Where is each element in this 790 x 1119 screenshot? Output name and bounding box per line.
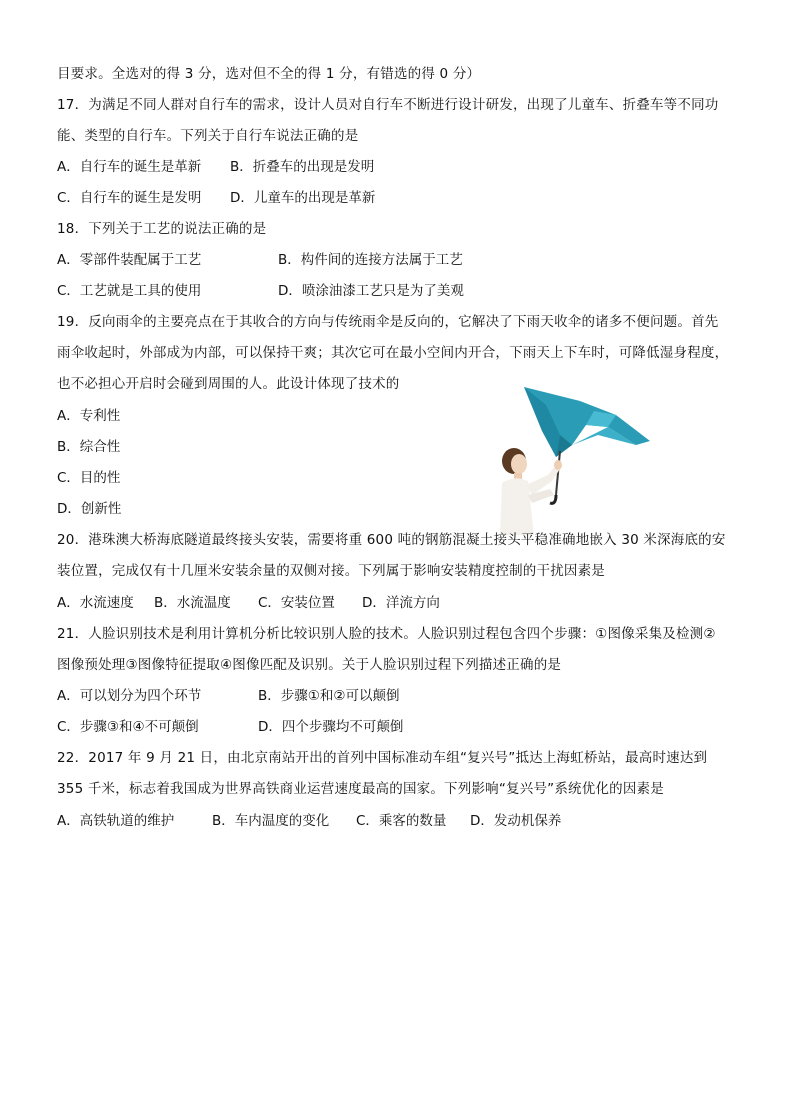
question-22-option-b[interactable]: B．车内温度的变化 bbox=[212, 813, 330, 829]
question-18-option-a[interactable]: A．零部件装配属于工艺 bbox=[57, 252, 202, 268]
question-17-option-a[interactable]: A．自行车的诞生是革新 bbox=[57, 159, 202, 175]
question-22-option-d[interactable]: D．发动机保养 bbox=[470, 813, 562, 829]
question-21-stem-line-2: 图像预处理③图像特征提取④图像匹配及识别。关于人脸识别过程下列描述正确的是 bbox=[57, 657, 562, 673]
question-20-option-c[interactable]: C．安装位置 bbox=[258, 595, 335, 611]
question-19-option-c[interactable]: C．目的性 bbox=[57, 470, 121, 486]
question-19-option-b[interactable]: B．综合性 bbox=[57, 439, 121, 455]
woman-figure bbox=[500, 448, 562, 535]
question-19-stem-line-2: 雨伞收起时，外部成为内部，可以保持干爽；其次它可在最小空间内开合，下雨天上下车时，可降低湿身程度， bbox=[57, 345, 729, 361]
question-17-stem-line-2: 能、类型的自行车。下列关于自行车说法正确的是 bbox=[57, 128, 359, 144]
question-20-stem-line-2: 装位置，完成仅有十几厘米安装余量的双侧对接。下列属于影响安装精度控制的干扰因素是 bbox=[57, 563, 605, 579]
question-17-stem-line-1: 17．为满足不同人群对自行车的需求，设计人员对自行车不断进行设计研发，出现了儿童车、折叠车等不同功 bbox=[57, 97, 719, 113]
question-18-option-d[interactable]: D．喷涂油漆工艺只是为了美观 bbox=[278, 283, 464, 299]
question-17-option-c[interactable]: C．自行车的诞生是发明 bbox=[57, 190, 202, 206]
question-21-stem-line-1: 21．人脸识别技术是利用计算机分析比较识别人脸的技术。人脸识别过程包含四个步骤：①图像采集及检测② bbox=[57, 626, 716, 642]
question-20-stem-line-1: 20．港珠澳大桥海底隧道最终接头安装，需要将重 600 吨的钢筋混凝土接头平稳准确地嵌入 30 米深海底的安 bbox=[57, 532, 726, 548]
intro-text: 目要求。全选对的得 3 分，选对但不全的得 1 分，有错选的得 0 分） bbox=[57, 66, 481, 82]
question-18-option-b[interactable]: B．构件间的连接方法属于工艺 bbox=[278, 252, 463, 268]
question-21-option-c[interactable]: C．步骤③和④不可颠倒 bbox=[57, 719, 199, 735]
question-17-option-b[interactable]: B．折叠车的出现是发明 bbox=[230, 159, 375, 175]
question-20-option-b[interactable]: B．水流温度 bbox=[154, 595, 231, 611]
question-22-stem-line-1: 22．2017 年 9 月 21 日，由北京南站开出的首列中国标准动车组“复兴号”抵达上海虹桥站，最高时速达到 bbox=[57, 750, 708, 766]
question-22-option-c[interactable]: C．乘客的数量 bbox=[356, 813, 447, 829]
question-21-option-a[interactable]: A．可以划分为四个环节 bbox=[57, 688, 202, 704]
question-22-stem-line-2: 355 千米，标志着我国成为世界高铁商业运营速度最高的国家。下列影响“复兴号”系统优化的因素是 bbox=[57, 781, 664, 797]
question-18-option-c[interactable]: C．工艺就是工具的使用 bbox=[57, 283, 202, 299]
umbrella-canopy bbox=[524, 387, 650, 457]
question-19-option-a[interactable]: A．专利性 bbox=[57, 408, 121, 424]
question-20-option-d[interactable]: D．洋流方向 bbox=[362, 595, 440, 611]
question-22-option-a[interactable]: A．高铁轨道的维护 bbox=[57, 813, 175, 829]
question-21-option-d[interactable]: D．四个步骤均不可颠倒 bbox=[258, 719, 404, 735]
question-19-stem-line-3: 也不必担心开启时会碰到周围的人。此设计体现了技术的 bbox=[57, 376, 400, 392]
question-20-option-a[interactable]: A．水流速度 bbox=[57, 595, 134, 611]
umbrella-handle bbox=[550, 495, 556, 503]
question-19-stem-line-1: 19．反向雨伞的主要亮点在于其收合的方向与传统雨伞是反向的，它解决了下雨天收伞的诸多不便问题。首先 bbox=[57, 314, 719, 330]
question-17-option-d[interactable]: D．儿童车的出现是革新 bbox=[230, 190, 376, 206]
question-21-option-b[interactable]: B．步骤①和②可以颠倒 bbox=[258, 688, 400, 704]
question-19-option-d[interactable]: D．创新性 bbox=[57, 501, 122, 517]
inverted-umbrella-illustration bbox=[498, 385, 654, 535]
question-18-stem-line-1: 18．下列关于工艺的说法正确的是 bbox=[57, 221, 267, 237]
